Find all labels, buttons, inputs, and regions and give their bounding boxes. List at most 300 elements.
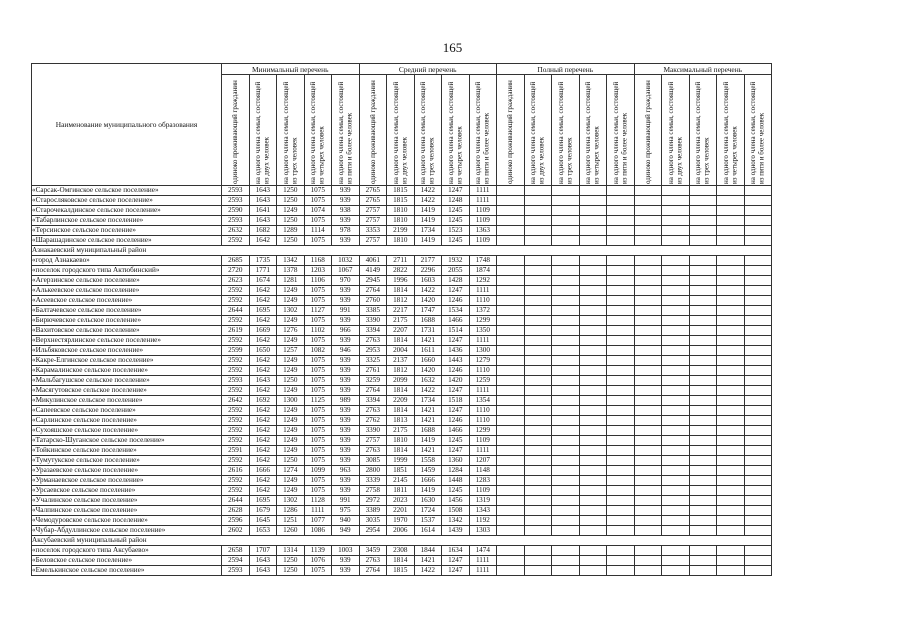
value-cell: 1249 bbox=[277, 446, 305, 456]
value-cell bbox=[552, 196, 580, 206]
value-cell bbox=[744, 216, 772, 226]
table-row bbox=[32, 456, 772, 466]
value-cell bbox=[552, 346, 580, 356]
value-cell bbox=[607, 316, 635, 326]
value-cell: 1251 bbox=[277, 516, 305, 526]
value-cell: 1106 bbox=[304, 276, 332, 286]
municipality-name: «Агерзинское сельское поселение» bbox=[32, 276, 222, 286]
value-cell: 1249 bbox=[277, 386, 305, 396]
value-cell bbox=[607, 476, 635, 486]
value-cell bbox=[744, 516, 772, 526]
column-header bbox=[552, 75, 580, 186]
value-cell: 2642 bbox=[222, 396, 250, 406]
value-cell bbox=[689, 236, 717, 246]
value-cell: 1679 bbox=[249, 506, 277, 516]
value-cell: 978 bbox=[332, 226, 360, 236]
value-cell bbox=[744, 546, 772, 556]
column-header-label: на одного члена семьи, состоящей из трех человек bbox=[419, 81, 436, 184]
value-cell bbox=[579, 566, 607, 576]
value-cell bbox=[579, 426, 607, 436]
column-header bbox=[497, 75, 525, 186]
value-cell bbox=[524, 486, 552, 496]
value-cell: 1247 bbox=[442, 446, 470, 456]
table-row bbox=[32, 316, 772, 326]
value-cell: 1731 bbox=[414, 326, 442, 336]
value-cell: 1247 bbox=[442, 566, 470, 576]
value-cell: 1603 bbox=[414, 276, 442, 286]
value-cell: 1075 bbox=[304, 476, 332, 486]
value-cell: 949 bbox=[332, 526, 360, 536]
value-cell bbox=[524, 236, 552, 246]
value-cell: 2592 bbox=[222, 366, 250, 376]
value-cell: 1642 bbox=[249, 296, 277, 306]
value-cell bbox=[689, 456, 717, 466]
value-cell bbox=[497, 546, 525, 556]
value-cell bbox=[689, 496, 717, 506]
value-cell bbox=[497, 516, 525, 526]
value-cell bbox=[579, 376, 607, 386]
value-cell: 1851 bbox=[387, 466, 415, 476]
value-cell: 2593 bbox=[222, 376, 250, 386]
municipality-name: «Урсаевское сельское поселение» bbox=[32, 486, 222, 496]
value-cell bbox=[607, 496, 635, 506]
value-cell bbox=[689, 226, 717, 236]
municipality-name: «Карамалинское сельское поселение» bbox=[32, 366, 222, 376]
value-cell bbox=[552, 446, 580, 456]
value-cell: 1075 bbox=[304, 376, 332, 386]
value-cell bbox=[717, 486, 745, 496]
value-cell: 1032 bbox=[332, 256, 360, 266]
value-cell bbox=[524, 546, 552, 556]
value-cell: 1246 bbox=[442, 366, 470, 376]
column-header bbox=[442, 75, 470, 186]
value-cell bbox=[717, 286, 745, 296]
value-cell bbox=[524, 516, 552, 526]
value-cell: 2592 bbox=[222, 436, 250, 446]
value-cell bbox=[634, 396, 662, 406]
value-cell bbox=[579, 206, 607, 216]
value-cell bbox=[662, 436, 690, 446]
value-cell: 1314 bbox=[277, 546, 305, 556]
value-cell: 2217 bbox=[387, 306, 415, 316]
value-cell bbox=[579, 366, 607, 376]
column-header bbox=[249, 75, 277, 186]
value-cell: 1421 bbox=[414, 416, 442, 426]
table-row bbox=[32, 186, 772, 196]
value-cell: 1075 bbox=[304, 386, 332, 396]
value-cell bbox=[717, 196, 745, 206]
value-cell bbox=[717, 316, 745, 326]
value-cell bbox=[607, 366, 635, 376]
value-cell: 2592 bbox=[222, 296, 250, 306]
value-cell: 1003 bbox=[332, 546, 360, 556]
value-cell bbox=[689, 376, 717, 386]
value-cell: 939 bbox=[332, 216, 360, 226]
value-cell bbox=[607, 556, 635, 566]
value-cell bbox=[744, 226, 772, 236]
value-cell bbox=[744, 496, 772, 506]
column-header-label: на одного члена семьи, состоящей из трех человек bbox=[281, 81, 299, 184]
column-header-label: на одного члена семьи, состоящей из двух человек bbox=[254, 81, 271, 184]
value-cell: 4061 bbox=[359, 256, 387, 266]
value-cell bbox=[634, 366, 662, 376]
column-header-label: на одного члена семьи, состоящей из четырех человек bbox=[584, 81, 601, 184]
value-cell bbox=[744, 396, 772, 406]
municipality-name: «Какре-Елгинское сельское поселение» bbox=[32, 356, 222, 366]
value-cell bbox=[579, 506, 607, 516]
value-cell bbox=[497, 266, 525, 276]
value-cell: 3390 bbox=[359, 426, 387, 436]
value-cell bbox=[497, 296, 525, 306]
value-cell bbox=[662, 206, 690, 216]
value-cell: 1695 bbox=[249, 496, 277, 506]
value-cell bbox=[662, 236, 690, 246]
value-cell: 1075 bbox=[304, 236, 332, 246]
value-cell bbox=[607, 186, 635, 196]
value-cell bbox=[634, 426, 662, 436]
value-cell: 2199 bbox=[387, 226, 415, 236]
value-cell bbox=[607, 196, 635, 206]
value-cell bbox=[662, 396, 690, 406]
value-cell: 1459 bbox=[414, 466, 442, 476]
value-cell: 2592 bbox=[222, 456, 250, 466]
value-cell: 4149 bbox=[359, 266, 387, 276]
value-cell: 1669 bbox=[249, 326, 277, 336]
column-header-label: на одного члена семьи, состоящей из пяти и более человек bbox=[749, 81, 766, 184]
value-cell bbox=[579, 306, 607, 316]
value-cell bbox=[524, 356, 552, 366]
value-cell: 1250 bbox=[277, 236, 305, 246]
value-cell: 1250 bbox=[277, 456, 305, 466]
table-row bbox=[32, 366, 772, 376]
value-cell: 939 bbox=[332, 286, 360, 296]
value-cell bbox=[662, 376, 690, 386]
value-cell: 1075 bbox=[304, 296, 332, 306]
value-cell: 939 bbox=[332, 236, 360, 246]
value-cell: 2623 bbox=[222, 276, 250, 286]
value-cell bbox=[579, 386, 607, 396]
value-cell bbox=[634, 526, 662, 536]
value-cell bbox=[689, 476, 717, 486]
value-cell: 2763 bbox=[359, 556, 387, 566]
value-cell: 1111 bbox=[469, 336, 497, 346]
section-title: Азнакаевский муниципальный район bbox=[32, 246, 772, 256]
column-header bbox=[277, 75, 305, 186]
column-header bbox=[744, 75, 772, 186]
value-cell bbox=[497, 206, 525, 216]
value-cell: 1139 bbox=[304, 546, 332, 556]
municipality-name: «Сарсак-Омгинское сельское поселение» bbox=[32, 186, 222, 196]
table-row bbox=[32, 266, 772, 276]
name-column-header: Наименование муниципального образования bbox=[32, 64, 222, 186]
table-row bbox=[32, 356, 772, 366]
value-cell: 2644 bbox=[222, 306, 250, 316]
value-cell bbox=[717, 426, 745, 436]
value-cell: 1343 bbox=[469, 506, 497, 516]
value-cell: 1279 bbox=[469, 356, 497, 366]
column-header-label: на одного члена семьи, состоящей из четырех человек bbox=[721, 81, 739, 184]
value-cell: 1523 bbox=[442, 226, 470, 236]
value-cell bbox=[744, 346, 772, 356]
value-cell bbox=[524, 386, 552, 396]
value-cell: 1642 bbox=[249, 356, 277, 366]
value-cell: 939 bbox=[332, 376, 360, 386]
value-cell: 2592 bbox=[222, 476, 250, 486]
value-cell bbox=[607, 436, 635, 446]
value-cell bbox=[607, 396, 635, 406]
value-cell: 1245 bbox=[442, 216, 470, 226]
table-row bbox=[32, 296, 772, 306]
value-cell bbox=[607, 486, 635, 496]
value-cell: 2596 bbox=[222, 516, 250, 526]
value-cell bbox=[607, 236, 635, 246]
column-header bbox=[222, 75, 250, 186]
value-cell: 1747 bbox=[414, 306, 442, 316]
value-cell: 2685 bbox=[222, 256, 250, 266]
value-cell bbox=[744, 476, 772, 486]
value-cell bbox=[689, 556, 717, 566]
value-cell: 1814 bbox=[387, 336, 415, 346]
value-cell: 1245 bbox=[442, 206, 470, 216]
value-cell: 1642 bbox=[249, 236, 277, 246]
value-cell: 1109 bbox=[469, 216, 497, 226]
value-cell: 946 bbox=[332, 346, 360, 356]
value-cell: 1814 bbox=[387, 286, 415, 296]
value-cell: 1302 bbox=[277, 306, 305, 316]
value-cell: 1110 bbox=[469, 406, 497, 416]
value-cell bbox=[524, 476, 552, 486]
value-cell bbox=[744, 296, 772, 306]
value-cell bbox=[497, 476, 525, 486]
value-cell bbox=[552, 376, 580, 386]
value-cell: 2764 bbox=[359, 286, 387, 296]
value-cell bbox=[579, 216, 607, 226]
value-cell bbox=[552, 496, 580, 506]
group-header: Максимальный перечень bbox=[634, 64, 772, 75]
value-cell bbox=[552, 466, 580, 476]
value-cell: 939 bbox=[332, 336, 360, 346]
value-cell: 1077 bbox=[304, 516, 332, 526]
column-header-label: на одного члена семьи, состоящей из четырех человек bbox=[309, 81, 326, 184]
value-cell bbox=[717, 266, 745, 276]
value-cell: 1630 bbox=[414, 496, 442, 506]
value-cell: 1111 bbox=[469, 446, 497, 456]
value-cell bbox=[524, 416, 552, 426]
table-row bbox=[32, 386, 772, 396]
value-cell bbox=[717, 526, 745, 536]
value-cell: 1110 bbox=[469, 366, 497, 376]
value-cell bbox=[662, 196, 690, 206]
value-cell: 1249 bbox=[277, 206, 305, 216]
column-header-label: на одного члена семьи, состоящей из четырех человек bbox=[446, 81, 464, 184]
value-cell: 2763 bbox=[359, 446, 387, 456]
value-cell bbox=[579, 326, 607, 336]
value-cell: 1110 bbox=[469, 296, 497, 306]
table-row bbox=[32, 276, 772, 286]
value-cell: 938 bbox=[332, 206, 360, 216]
value-cell: 1111 bbox=[469, 196, 497, 206]
value-cell: 2023 bbox=[387, 496, 415, 506]
value-cell: 1075 bbox=[304, 566, 332, 576]
value-cell: 2822 bbox=[387, 266, 415, 276]
value-cell bbox=[717, 566, 745, 576]
value-cell bbox=[579, 296, 607, 306]
value-cell bbox=[744, 386, 772, 396]
value-cell bbox=[552, 456, 580, 466]
value-cell bbox=[634, 336, 662, 346]
value-cell: 1422 bbox=[414, 186, 442, 196]
value-cell: 1422 bbox=[414, 386, 442, 396]
page-number: 165 bbox=[442, 40, 463, 55]
value-cell: 2711 bbox=[387, 256, 415, 266]
table-row bbox=[32, 406, 772, 416]
value-cell bbox=[662, 186, 690, 196]
value-cell bbox=[497, 196, 525, 206]
value-cell: 1724 bbox=[414, 506, 442, 516]
value-cell: 1075 bbox=[304, 426, 332, 436]
value-cell bbox=[524, 496, 552, 506]
value-cell bbox=[717, 296, 745, 306]
value-cell bbox=[524, 226, 552, 236]
municipality-name: «Шарашадинское сельское поселение» bbox=[32, 236, 222, 246]
value-cell: 3385 bbox=[359, 306, 387, 316]
value-cell: 1688 bbox=[414, 426, 442, 436]
value-cell: 1086 bbox=[304, 526, 332, 536]
value-cell bbox=[607, 376, 635, 386]
municipality-name: «Урманаевское сельское поселение» bbox=[32, 476, 222, 486]
value-cell: 1286 bbox=[277, 506, 305, 516]
value-cell: 1075 bbox=[304, 286, 332, 296]
municipality-name: «Учалинское сельское поселение» bbox=[32, 496, 222, 506]
value-cell bbox=[579, 356, 607, 366]
value-cell bbox=[717, 376, 745, 386]
municipality-name: «поселок городского типа Аксубаево» bbox=[32, 546, 222, 556]
value-cell: 1110 bbox=[469, 416, 497, 426]
value-cell bbox=[689, 306, 717, 316]
column-header bbox=[359, 75, 387, 186]
value-cell bbox=[634, 326, 662, 336]
value-cell bbox=[689, 356, 717, 366]
value-cell bbox=[497, 216, 525, 226]
value-cell: 991 bbox=[332, 306, 360, 316]
value-cell: 1111 bbox=[469, 186, 497, 196]
value-cell: 1650 bbox=[249, 346, 277, 356]
value-cell: 2658 bbox=[222, 546, 250, 556]
value-cell bbox=[552, 356, 580, 366]
value-cell bbox=[579, 316, 607, 326]
value-cell bbox=[717, 476, 745, 486]
value-cell: 1067 bbox=[332, 266, 360, 276]
value-cell: 1874 bbox=[469, 266, 497, 276]
value-cell: 2592 bbox=[222, 416, 250, 426]
value-cell bbox=[689, 386, 717, 396]
value-cell: 1811 bbox=[387, 486, 415, 496]
value-cell bbox=[689, 526, 717, 536]
table-row bbox=[32, 396, 772, 406]
value-cell bbox=[717, 466, 745, 476]
value-cell: 939 bbox=[332, 356, 360, 366]
value-cell bbox=[497, 306, 525, 316]
value-cell: 1109 bbox=[469, 486, 497, 496]
value-cell: 939 bbox=[332, 416, 360, 426]
column-header-label: одиноко проживающий гражданин bbox=[506, 80, 514, 184]
value-cell: 1299 bbox=[469, 426, 497, 436]
value-cell: 2145 bbox=[387, 476, 415, 486]
municipality-name: «Асеевское сельское поселение» bbox=[32, 296, 222, 306]
value-cell: 2763 bbox=[359, 406, 387, 416]
value-cell: 1814 bbox=[387, 386, 415, 396]
value-cell: 3390 bbox=[359, 316, 387, 326]
value-cell: 939 bbox=[332, 446, 360, 456]
table-header bbox=[32, 64, 772, 186]
value-cell: 1247 bbox=[442, 386, 470, 396]
value-cell: 2757 bbox=[359, 216, 387, 226]
value-cell bbox=[662, 286, 690, 296]
value-cell bbox=[607, 566, 635, 576]
table-row bbox=[32, 426, 772, 436]
value-cell bbox=[579, 266, 607, 276]
value-cell: 1642 bbox=[249, 436, 277, 446]
value-cell: 963 bbox=[332, 466, 360, 476]
column-header-label: на одного члена семьи, состоящей из двух человек bbox=[391, 81, 409, 184]
value-cell: 1642 bbox=[249, 416, 277, 426]
value-cell bbox=[579, 476, 607, 486]
section-row bbox=[32, 246, 772, 256]
value-cell: 970 bbox=[332, 276, 360, 286]
municipality-name: «Чубар-Абдуллинское сельское поселение» bbox=[32, 526, 222, 536]
value-cell bbox=[607, 506, 635, 516]
value-cell bbox=[497, 506, 525, 516]
value-cell bbox=[634, 316, 662, 326]
table-row bbox=[32, 226, 772, 236]
municipality-name: «Ильбяковское сельское поселение» bbox=[32, 346, 222, 356]
municipality-name: «Татарско-Шуганское сельское поселение» bbox=[32, 436, 222, 446]
value-cell bbox=[634, 196, 662, 206]
value-cell bbox=[552, 386, 580, 396]
value-cell: 2592 bbox=[222, 386, 250, 396]
value-cell bbox=[662, 316, 690, 326]
value-cell: 1247 bbox=[442, 186, 470, 196]
value-cell bbox=[634, 506, 662, 516]
value-cell: 1250 bbox=[277, 216, 305, 226]
value-cell bbox=[524, 206, 552, 216]
value-cell bbox=[524, 456, 552, 466]
value-cell: 1642 bbox=[249, 316, 277, 326]
value-cell bbox=[607, 276, 635, 286]
value-cell: 1075 bbox=[304, 186, 332, 196]
value-cell bbox=[579, 236, 607, 246]
value-cell: 1810 bbox=[387, 206, 415, 216]
value-cell bbox=[662, 416, 690, 426]
value-cell bbox=[662, 386, 690, 396]
value-cell bbox=[634, 466, 662, 476]
value-cell: 1342 bbox=[442, 516, 470, 526]
value-cell bbox=[552, 186, 580, 196]
value-cell: 1292 bbox=[469, 276, 497, 286]
value-cell: 2764 bbox=[359, 386, 387, 396]
value-cell: 3035 bbox=[359, 516, 387, 526]
value-cell bbox=[607, 326, 635, 336]
value-cell bbox=[497, 236, 525, 246]
municipality-name: «Старочекалдинское сельское поселение» bbox=[32, 206, 222, 216]
value-cell: 2593 bbox=[222, 196, 250, 206]
value-cell bbox=[524, 256, 552, 266]
column-header-label: на одного члена семьи, состоящей из двух человек bbox=[529, 81, 546, 184]
value-cell bbox=[497, 486, 525, 496]
value-cell bbox=[689, 276, 717, 286]
value-cell bbox=[744, 486, 772, 496]
value-cell bbox=[524, 426, 552, 436]
